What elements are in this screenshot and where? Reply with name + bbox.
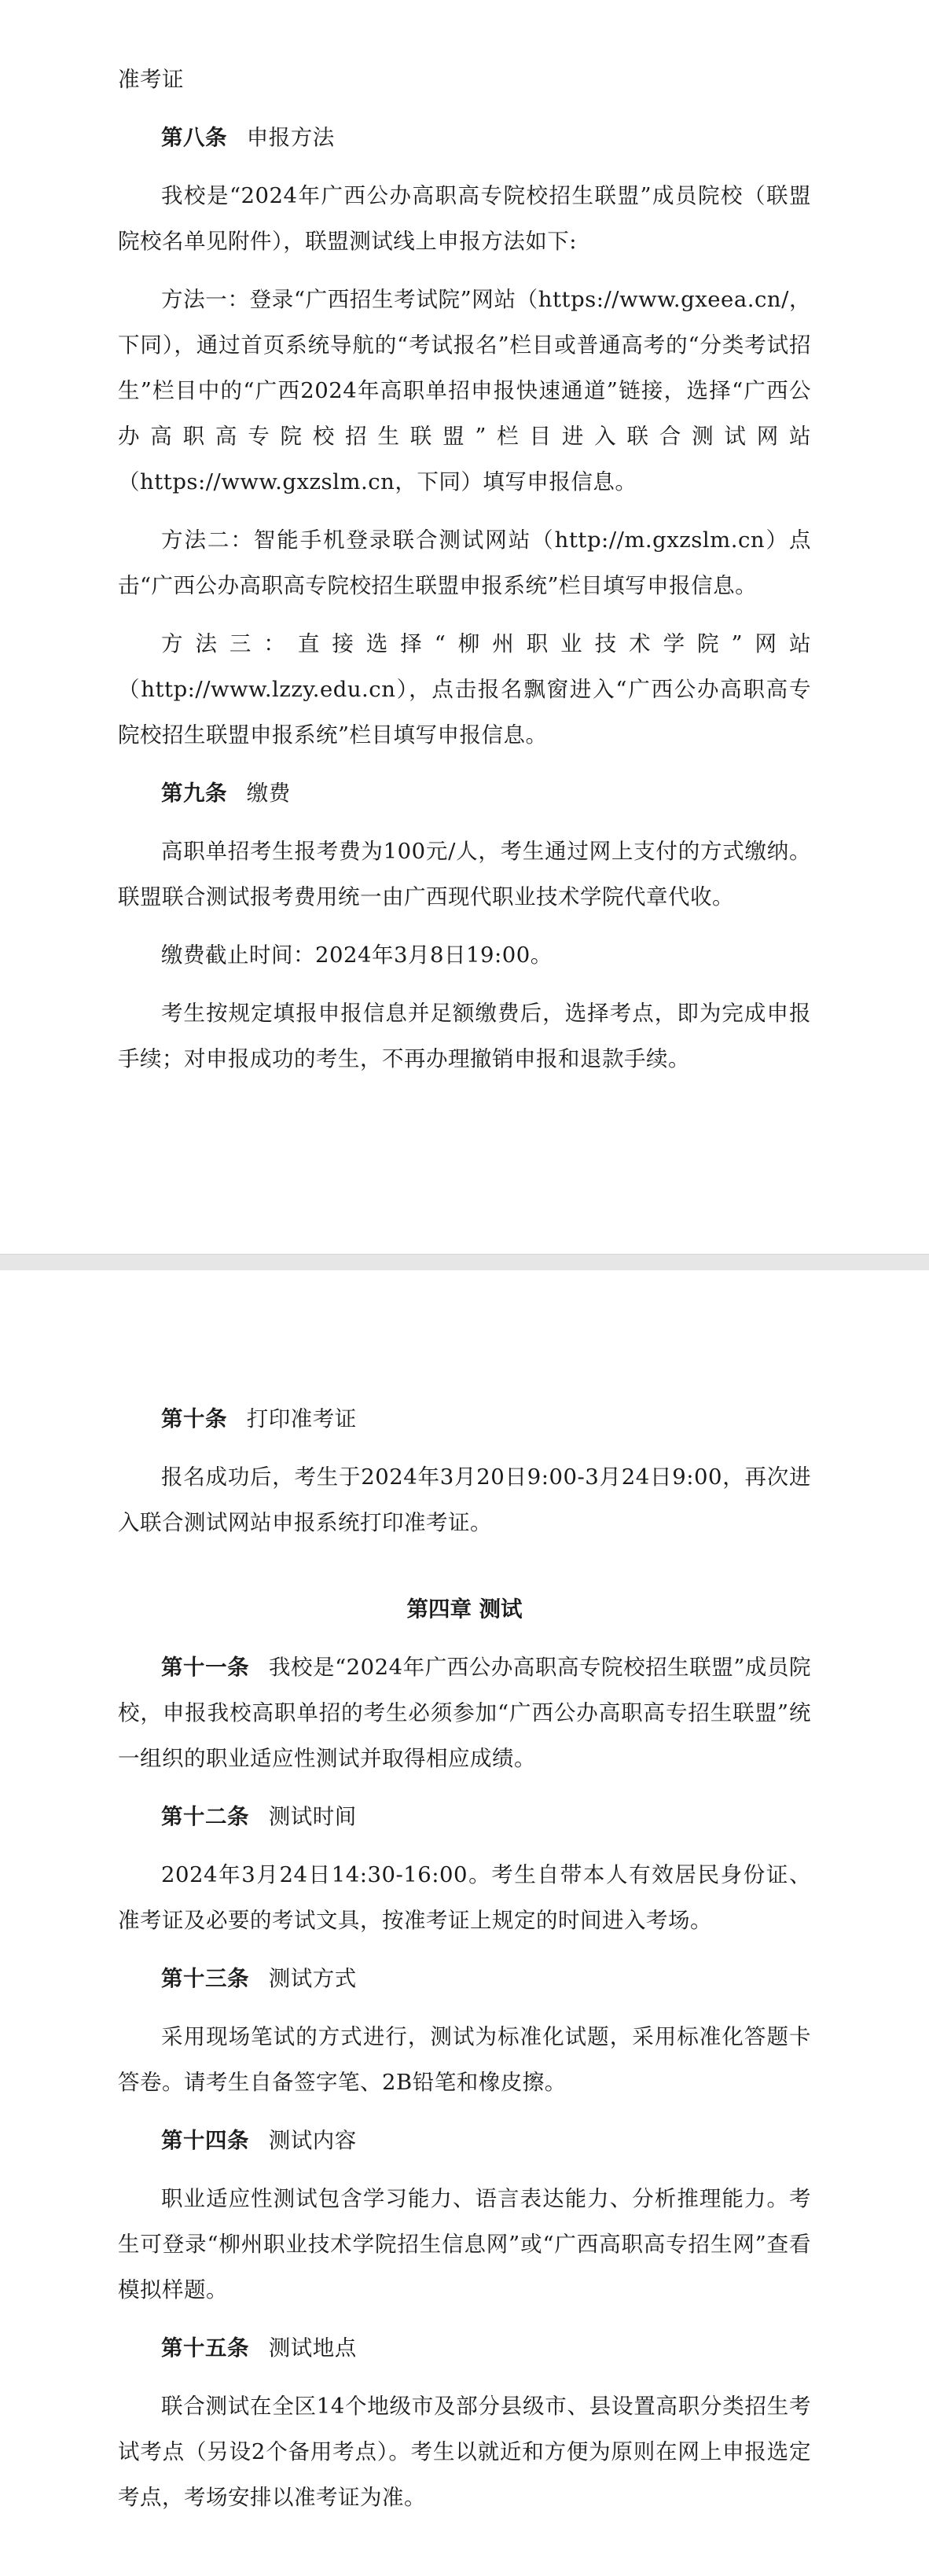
chapter-4-heading: 第四章 测试 [406,1597,523,1622]
article-13-title: 测试方式 [268,1966,357,1991]
document-page-1 [0,0,929,1254]
article-11-number: 第十一条 [161,1655,250,1680]
article-9-paragraph-2: 缴费截止时间：2024年3月8日19:00。 [161,943,553,968]
article-11-body: 我校是“2024年广西公办高职高专院校招生联盟”成员院校，申报我校高职单招的考生必须参加“广西公办高职高专招生联盟”统一组织的职业适应性测试并取得相应成绩。 [118,1655,812,1771]
article-9-paragraph-3: 考生按规定填报申报信息并足额缴费后，选择考点，即为完成申报手续；对申报成功的考生，不再办理撤销申报和退款手续。 [118,1001,811,1071]
article-13-number: 第十三条 [161,1966,249,1991]
article-15-title: 测试地点 [268,2335,357,2361]
article-15-paragraph-1: 联合测试在全区14个地级市及部分县级市、县设置高职分类招生考试考点（另设2个备用考点）。考生以就近和方便为原则在网上申报选定考点，考场安排以准考证为准。 [118,2394,811,2510]
article-12-paragraph-1: 2024年3月24日14:30-16:00。考生自带本人有效居民身份证、准考证及必要的考试文具，按准考证上规定的时间进入考场。 [118,1862,811,1933]
article-13-paragraph-1: 采用现场笔试的方式进行，测试为标准化试题，采用标准化答题卡答卷。请考生自备签字笔、2B铅笔和橡皮擦。 [118,2024,811,2095]
article-8-paragraph-1: 我校是“2024年广西公办高职高专院校招生联盟”成员院校（联盟院校名单见附件），联盟测试线上申报方法如下: [118,183,811,254]
article-12-heading [118,1794,811,1839]
article-9-heading [118,770,811,816]
article-14-paragraph-1: 职业适应性测试包含学习能力、语言表达能力、分析推理能力。考生可登录“柳州职业技术学院招生信息网”或“广西高职高专招生网”查看模拟样题。 [118,2186,811,2302]
article-10-title: 打印准考证 [246,1406,357,1431]
article-12-title: 测试时间 [268,1804,357,1829]
article-8-number: 第八条 [161,125,227,150]
article-15-heading [118,2325,811,2371]
article-15-number: 第十五条 [161,2335,249,2361]
article-8-method-3: 方法三：直接选择“柳州职业技术学院”网站（http://www.lzzy.edu.cn），点击报名飘窗进入“广西公办高职高专院校招生联盟申报系统”栏目填写申报信息。 [118,631,811,748]
article-10-paragraph-1: 报名成功后，考生于2024年3月20日9:00-3月24日9:00，再次进入联合测试网站申报系统打印准考证。 [118,1464,811,1535]
article-11-paragraph [118,1644,811,1781]
document-page-2 [0,1270,929,2576]
article-13-heading [118,1956,811,2001]
article-9-title: 缴费 [246,781,291,806]
article-8-heading [118,115,811,160]
article-14-number: 第十四条 [161,2128,249,2153]
article-14-heading [118,2118,811,2163]
article-8-method-2: 方法二：智能手机登录联合测试网站（http://m.gxzslm.cn）点击“广西公办高职高专院校招生联盟申报系统”栏目填写申报信息。 [118,527,811,598]
article-10-number: 第十条 [161,1406,227,1431]
article-8-method-1: 方法一：登录“广西招生考试院”网站（https://www.gxeea.cn/，下同），通过首页系统导航的“考试报名”栏目或普通高考的“分类考试招生”栏目中的“广西2024年高职单招申报快速通道”链接，选择“广西公办高职高专院校招生联盟”栏目进入联合测试网站（https://www.gxzslm.cn，下同）填写申报信息。 [118,287,811,494]
article-9-paragraph-1: 高职单招考生报考费为100元/人，考生通过网上支付的方式缴纳。联盟联合测试报考费用统一由广西现代职业技术学院代章代收。 [118,839,811,910]
paragraph-carryover: 准考证 [118,67,184,92]
article-10-heading [118,1396,811,1442]
article-9-number: 第九条 [161,781,227,806]
article-8-title: 申报方法 [246,125,335,150]
article-12-number: 第十二条 [161,1804,249,1829]
page-separator [0,1254,929,1271]
article-14-title: 测试内容 [268,2128,357,2153]
